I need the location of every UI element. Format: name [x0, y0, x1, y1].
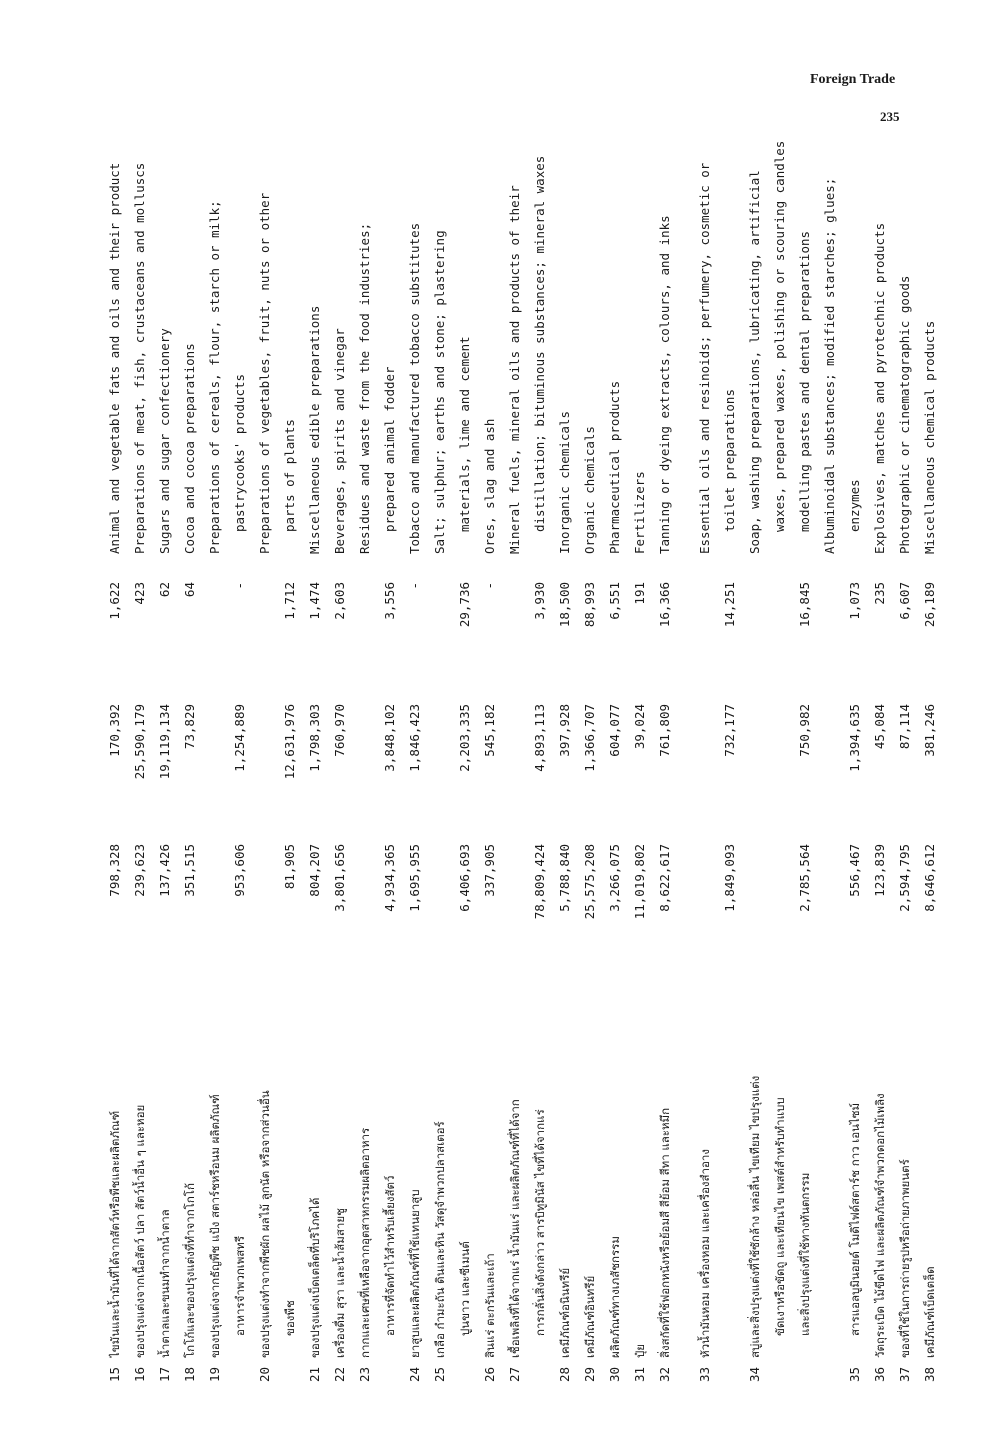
value-col-3: 16,845	[797, 582, 812, 628]
value-col-2: 1,394,635	[847, 704, 862, 772]
table-row	[132, 162, 154, 1382]
english-description: Sugars and sugar confectionery	[157, 328, 172, 554]
value-col-3: 1,712	[282, 582, 297, 620]
thai-description: วัตถุระเบิด ไม้ขีดไฟ และผลิตภัณฑ์จำพวกดอกไม้เพลิง	[873, 1093, 887, 1358]
thai-description: ของปรุงแต่งเบ็ดเตล็ดที่บริโภคได้	[308, 1197, 322, 1358]
value-col-3: 1,474	[307, 582, 322, 620]
value-col-2: 1,366,707	[582, 704, 597, 772]
row-number: 33	[697, 1366, 712, 1382]
english-description: Tobacco and manufactured tobacco substitutes	[407, 222, 422, 554]
value-col-3: -	[232, 582, 247, 590]
thai-description: สารแอลบูมินอยด์ โมดิไฟด์สตาร์ช กาว เอนไซม์	[848, 1102, 862, 1336]
value-col-3: 18,500	[557, 582, 572, 628]
value-col-3: 2,603	[332, 582, 347, 620]
value-col-2: 87,114	[897, 704, 912, 750]
row-number: 19	[207, 1366, 222, 1382]
english-description: distillation; bituminous substances; mineral waxes	[532, 155, 547, 532]
thai-description: กากและเศษที่เหลือจากอุตสาหกรรมผลิตอาหาร	[358, 1127, 372, 1358]
value-col-3: 6,607	[897, 582, 912, 620]
table-row	[747, 170, 769, 1382]
english-description: Fertilizers	[632, 471, 647, 554]
row-number: 25	[432, 1366, 447, 1382]
value-col-3: 26,189	[922, 582, 937, 628]
value-col-1: 2,594,795	[897, 844, 912, 912]
page-number: 235	[880, 109, 900, 124]
english-description: enzymes	[847, 479, 862, 532]
value-col-1: 3,266,075	[607, 844, 622, 912]
value-col-3: 64	[182, 582, 197, 598]
thai-description: เกลือ กำมะถัน ดินและหิน วัสดุจำพวกปลาสเตอร์	[433, 1121, 447, 1358]
value-col-1: 11,019,802	[632, 844, 647, 920]
table-row	[407, 192, 429, 1382]
english-description: modelling pastes and dental preparations	[797, 230, 812, 532]
row-number: 28	[557, 1366, 572, 1382]
value-col-2: 381,246	[922, 704, 937, 757]
value-col-1: 798,328	[107, 844, 122, 897]
thai-description: สบู่และสิ่งปรุงแต่งที่ใช้ซักล้าง หล่อลื่น ไขเทียม ไขปรุงแต่ง	[748, 1075, 762, 1358]
value-col-3: 14,251	[722, 582, 737, 628]
row-number: 30	[607, 1366, 622, 1382]
table-row	[257, 192, 279, 1382]
thai-description: เชื้อเพลิงที่ได้จากแร่ น้ำมันแร่ และผลิตภัณฑ์ที่ได้จาก	[508, 1099, 522, 1358]
thai-description: ไขมันและน้ำมันที่ได้จากสัตว์หรือพืชและผลิตภัณฑ์	[108, 1110, 122, 1358]
row-number: 37	[897, 1366, 912, 1382]
value-col-2: 397,928	[557, 704, 572, 757]
table-row	[607, 192, 629, 1382]
table-row	[532, 155, 554, 1382]
table-row	[632, 192, 654, 1382]
row-number: 15	[107, 1366, 122, 1382]
thai-description: สินแร่ ตะกรันและเถ้า	[483, 1253, 497, 1358]
english-description: Mineral fuels, mineral oils and products of their	[507, 185, 522, 554]
row-number: 23	[357, 1366, 372, 1382]
thai-description: การกลั่นสิ่งดังกล่าว สารบิทูมินัส ไขที่ได้จากแร่	[533, 1109, 547, 1336]
table-row	[207, 192, 229, 1382]
table-row	[482, 192, 504, 1382]
english-description: Explosives, matches and pyrotechnic products	[872, 222, 887, 554]
value-col-1: 81,905	[282, 844, 297, 890]
english-description: Miscellaneous chemical products	[922, 320, 937, 554]
thai-description: สิ่งสกัดที่ใช้ฟอกหนังหรือย้อมสี สีย้อม สีทา และหมึก	[658, 1107, 672, 1358]
english-description: Inorganic chemicals	[557, 411, 572, 554]
english-description: waxes, prepared waxes, polishing or scouring candles	[772, 140, 787, 532]
english-description: Ores, slag and ash	[482, 418, 497, 554]
thai-description: เคมีภัณฑ์เบ็ดเตล็ด	[923, 1266, 937, 1358]
value-col-3: 235	[872, 582, 887, 605]
table-row	[232, 192, 254, 1382]
thai-description: ของปรุงแต่งทำจากพืชผัก ผลไม้ ลูกนัต หรือจากส่วนอื่น	[258, 1090, 272, 1358]
row-number: 31	[632, 1366, 647, 1382]
value-col-1: 1,695,955	[407, 844, 422, 912]
row-number: 29	[582, 1366, 597, 1382]
table-row	[457, 192, 479, 1382]
english-description: Photographic or cinematographic goods	[897, 275, 912, 554]
table-row	[822, 177, 844, 1382]
value-col-3: 62	[157, 582, 172, 598]
row-number: 16	[132, 1366, 147, 1382]
thai-description: อาหารจำพวกเพสทรี	[233, 1235, 247, 1336]
english-description: Preparations of meat, fish, crustaceans and molluscs	[132, 162, 147, 554]
english-description: Organic chemicals	[582, 426, 597, 554]
table-row	[872, 192, 894, 1382]
value-col-3: 29,736	[457, 582, 472, 628]
value-col-3: 6,551	[607, 582, 622, 620]
thai-description: ขัดเงาหรือขัดถู และเทียนไข เพสต์สำหรับทำแบบ	[773, 1097, 787, 1336]
row-number: 32	[657, 1366, 672, 1382]
table-row	[847, 192, 869, 1382]
value-col-2: 39,024	[632, 704, 647, 750]
row-number: 22	[332, 1366, 347, 1382]
table-row	[432, 192, 454, 1382]
row-number: 36	[872, 1366, 887, 1382]
thai-description: เคมีภัณฑ์อนินทรีย์	[558, 1267, 572, 1358]
value-col-3: 1,073	[847, 582, 862, 620]
value-col-1: 78,809,424	[532, 844, 547, 920]
english-description: Albuminoidal substances; modified starches; glues;	[822, 177, 837, 554]
value-col-3: 423	[132, 582, 147, 605]
row-number: 18	[182, 1366, 197, 1382]
value-col-2: 73,829	[182, 704, 197, 750]
english-description: Preparations of vegetables, fruit, nuts or other	[257, 192, 272, 554]
english-description: Salt; sulphur; earths and stone; plastering	[432, 230, 447, 554]
row-number: 27	[507, 1366, 522, 1382]
value-col-1: 8,646,612	[922, 844, 937, 912]
english-description: Essential oils and resinoids; perfumery, cosmetic or	[697, 162, 712, 554]
value-col-1: 5,788,840	[557, 844, 572, 912]
value-col-3: 3,930	[532, 582, 547, 620]
value-col-2: 12,631,976	[282, 704, 297, 780]
table-row	[797, 192, 819, 1382]
table-row	[897, 192, 919, 1382]
thai-description: ปุ๋ย	[633, 1343, 647, 1358]
value-col-3: 16,366	[657, 582, 672, 628]
trade-table	[82, 140, 937, 1382]
row-number: 21	[307, 1366, 322, 1382]
value-col-1: 137,426	[157, 844, 172, 897]
table-row	[507, 185, 529, 1382]
value-col-1: 804,207	[307, 844, 322, 897]
row-number: 34	[747, 1366, 762, 1382]
row-number: 38	[922, 1366, 937, 1382]
running-header-title: Foreign Trade	[810, 72, 896, 87]
row-number: 17	[157, 1366, 172, 1382]
english-description: parts of plants	[282, 419, 297, 532]
table-row	[772, 140, 794, 1382]
value-col-2: 732,177	[722, 704, 737, 757]
thai-description: เคมีภัณฑ์อินทรีย์	[583, 1275, 597, 1358]
thai-description: ยาสูบและผลิตภัณฑ์ที่ใช้แทนยาสูบ	[408, 1189, 422, 1358]
value-col-2: 1,798,303	[307, 704, 322, 772]
value-col-2: 1,846,423	[407, 704, 422, 772]
value-col-3: 88,993	[582, 582, 597, 628]
value-col-1: 3,801,656	[332, 844, 347, 912]
value-col-1: 6,406,693	[457, 844, 472, 912]
table-row	[697, 162, 719, 1382]
english-description: Soap, washing preparations, lubricating, artificial	[747, 170, 762, 554]
english-description: Preparations of cereals, flour, starch or milk;	[207, 200, 222, 554]
table-row	[557, 192, 579, 1382]
value-col-2: 25,590,179	[132, 704, 147, 780]
table-row	[922, 192, 944, 1382]
thai-description: และสิ่งปรุงแต่งที่ใช้ทางทันตกรรม	[798, 1172, 812, 1336]
value-col-3: 1,622	[107, 582, 122, 620]
value-col-3: -	[407, 582, 422, 590]
value-col-2: 45,084	[872, 704, 887, 750]
thai-description: ปูนขาว และซีเมนต์	[458, 1241, 472, 1336]
value-col-1: 8,622,617	[657, 844, 672, 912]
thai-description: น้ำตาลและขนมทำจากน้ำตาล	[158, 1209, 172, 1358]
value-col-1: 2,785,564	[797, 844, 812, 912]
value-col-1: 337,905	[482, 844, 497, 897]
value-col-1: 556,467	[847, 844, 862, 897]
table-row	[657, 192, 679, 1382]
value-col-2: 1,254,889	[232, 704, 247, 772]
english-description: pastrycooks' products	[232, 373, 247, 532]
value-col-2: 4,893,113	[532, 704, 547, 772]
value-col-2: 170,392	[107, 704, 122, 757]
value-col-3: 191	[632, 582, 647, 605]
value-col-2: 545,182	[482, 704, 497, 757]
value-col-2: 750,982	[797, 704, 812, 757]
english-description: toilet preparations	[722, 389, 737, 532]
value-col-1: 25,575,208	[582, 844, 597, 920]
value-col-3: -	[482, 582, 497, 590]
row-number: 26	[482, 1366, 497, 1382]
english-description: prepared animal fodder	[382, 366, 397, 532]
table-row	[182, 192, 204, 1382]
table-row	[722, 192, 744, 1382]
table-row	[307, 192, 329, 1382]
value-col-2: 760,970	[332, 704, 347, 757]
english-description: Tanning or dyeing extracts, colours, and inks	[657, 215, 672, 554]
row-number: 20	[257, 1366, 272, 1382]
table-row	[282, 192, 304, 1382]
thai-description: อาหารที่จัดทำไว้สำหรับเลี้ยงสัตว์	[383, 1175, 397, 1336]
table-row	[332, 192, 354, 1382]
english-description: Beverages, spirits and vinegar	[332, 328, 347, 554]
thai-description: ของปรุงแต่งจากเนื้อสัตว์ ปลา สัตว์น้ำอื่น ๆ และหอย	[133, 1104, 147, 1358]
thai-description: โกโก้และของปรุงแต่งที่ทำจากโกโก้	[183, 1183, 197, 1358]
value-col-2: 2,203,335	[457, 704, 472, 772]
table-row	[382, 192, 404, 1382]
thai-description: ของพืช	[283, 1300, 297, 1336]
value-col-1: 1,849,093	[722, 844, 737, 912]
value-col-1: 4,934,365	[382, 844, 397, 912]
thai-description: เครื่องดื่ม สุรา และน้ำส้มสายชู	[333, 1208, 347, 1358]
thai-description: ผลิตภัณฑ์ทางเภสัชกรรม	[608, 1236, 622, 1358]
value-col-2: 604,077	[607, 704, 622, 757]
english-description: Cocoa and cocoa preparations	[182, 343, 197, 554]
value-col-1: 953,606	[232, 844, 247, 897]
english-description: Miscellaneous edible preparations	[307, 305, 322, 554]
value-col-1: 351,515	[182, 844, 197, 897]
value-col-1: 239,623	[132, 844, 147, 897]
table-row	[357, 192, 379, 1382]
value-col-2: 3,848,102	[382, 704, 397, 772]
row-number: 35	[847, 1366, 862, 1382]
english-description: Animal and vegetable fats and oils and their product	[107, 162, 122, 554]
english-description: Residues and waste from the food industries;	[357, 222, 372, 554]
table-row	[157, 192, 179, 1382]
value-col-1: 123,839	[872, 844, 887, 897]
table-row	[107, 162, 129, 1382]
row-number: 24	[407, 1366, 422, 1382]
english-description: materials, lime and cement	[457, 336, 472, 532]
english-description: Pharmaceutical products	[607, 380, 622, 554]
table-row	[582, 192, 604, 1382]
thai-description: ของที่ใช้ในการถ่ายรูปหรือถ่ายภาพยนตร์	[898, 1159, 912, 1358]
value-col-2: 761,809	[657, 704, 672, 757]
value-col-2: 19,119,134	[157, 704, 172, 780]
thai-description: ของปรุงแต่งจากธัญพืช แป้ง สตาร์ชหรือนม ผลิตภัณฑ์	[208, 1094, 222, 1358]
value-col-3: 3,556	[382, 582, 397, 620]
thai-description: หัวน้ำมันหอม เครื่องหอม และเครื่องสำอาง	[698, 1149, 712, 1358]
